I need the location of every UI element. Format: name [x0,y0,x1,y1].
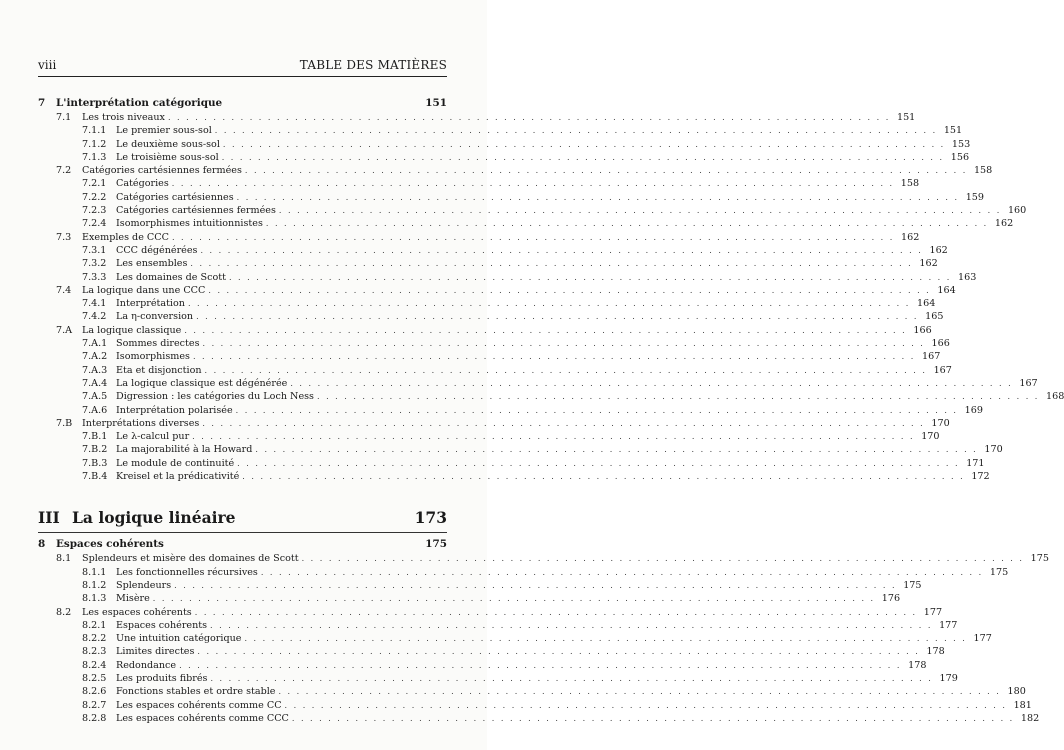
header-rule [38,76,447,77]
toc-leader-dots: . . . . . . . . . . . . . . . . . . . . . . . . . . . . . . . . . . . . . . . . . . . . . . . . . . . . . . . . . . . . . . . . . . . . . . . . . . . . . . . . [184,325,907,335]
toc-leader-dots: . . . . . . . . . . . . . . . . . . . . . . . . . . . . . . . . . . . . . . . . . . . . . . . . . . . . . . . . . . . . . . . . . . . . . . . . . . . . . . . . [200,245,923,255]
toc-entry-page: 166 [931,338,950,350]
toc-entry-line [116,592,901,605]
toc-entry-title: Limites directes [116,646,195,658]
toc-entry-title: Catégories cartésiennes [116,191,234,203]
toc-entry-title: Le λ-calcul pur [116,431,190,443]
table-of-contents [38,96,1064,725]
toc-entry-title: Le troisième sous-sol [116,151,219,163]
toc-entry-title: Misère [116,593,150,605]
toc-entry-title: Les espaces cohérents comme CCC [116,712,289,724]
toc-leader-dots: . . . . . . . . . . . . . . . . . . . . . . . . . . . . . . . . . . . . . . . . . . . . . . . . . . . . . . . . . . . . . . . . . . . . . . . . . . . . . . . . [265,219,989,229]
toc-entry-page: 159 [965,191,984,203]
toc-leader-dots: . . . . . . . . . . . . . . . . . . . . . . . . . . . . . . . . . . . . . . . . . . . . . . . . . . . . . . . . . . . . . . . . . . . . . . . . . . . . . . . . [190,259,913,269]
toc-entry-title: Exemples de CCC [82,231,169,243]
toc-entry-page: 166 [913,324,932,336]
toc-entry-page: 171 [966,457,985,469]
toc-entry-line [56,96,447,111]
toc-entry-line [116,177,920,190]
toc-entry-sub[interactable] [38,244,948,257]
toc-entry-number: 8.2.8 [82,712,107,724]
toc-entry-line [116,257,938,270]
toc-entry-title: Espaces cohérents [56,538,164,551]
toc-entry-title: Les domaines de Scott [116,271,226,283]
toc-entry-title: Les espaces cohérents [82,606,192,618]
toc-entry-page: 165 [925,311,944,323]
toc-leader-dots: . . . . . . . . . . . . . . . . . . . . . . . . . . . . . . . . . . . . . . . . . . . . . . . . . . . . . . . . . . . . . . . . . . . . . . . . . . . . . . . . [301,554,1024,564]
toc-leader-dots: . . . . . . . . . . . . . . . . . . . . . . . . . . . . . . . . . . . . . . . . . . . . . . . . . . . . . . . . . . . . . . . . . . . . . . . . . . . . . . . . [290,378,1013,388]
toc-entry-page: 170 [984,444,1003,456]
toc-leader-dots: . . . . . . . . . . . . . . . . . . . . . . . . . . . . . . . . . . . . . . . . . . . . . . . . . . . . . . . . . . . . . . . . . . . . . . . . . . . . . . . . [204,365,927,375]
toc-entry-sub[interactable] [38,579,922,592]
toc-leader-dots: . . . . . . . . . . . . . . . . . . . . . . . . . . . . . . . . . . . . . . . . . . . . . . . . . . . . . . . . . . . . . . . . . . . . . . . . . . . . . . . . [242,472,965,482]
toc-entry-number: 7.B.1 [82,431,108,443]
toc-entry-number: 8.2.4 [82,659,107,671]
toc-entry-number: 7.A.1 [82,338,108,350]
toc-entry-number: 7.3.1 [82,244,107,256]
toc-entry-page: 151 [896,112,916,123]
toc-entry-title: Fonctions stables et ordre stable [116,686,276,698]
toc-entry-number: 8.2 [56,606,72,618]
toc-entry-line [116,151,970,164]
toc-entry-line [82,606,943,619]
toc-entry-page: 162 [919,258,938,270]
toc-entry-number: 7.A [56,324,73,336]
toc-entry-line [116,672,958,685]
toc-entry-title: Catégories cartésiennes fermées [82,165,242,177]
toc-entry-chap[interactable] [38,96,447,111]
toc-entry-sub[interactable] [38,257,938,270]
toc-leader-dots: . . . . . . . . . . . . . . . . . . . . . . . . . . . . . . . . . . . . . . . . . . . . . . . . . . . . . . . . . . . . . . . . . . . . . . . . . . . . . . . . [192,352,916,362]
page-number: viii [38,58,57,72]
toc-entry-line [116,645,945,658]
toc-entry-sub[interactable] [38,659,927,672]
toc-entry-title: La logique dans une CCC [82,284,206,296]
toc-entry-title: Les espaces cohérents comme CC [116,699,282,711]
toc-leader-dots: . . . . . . . . . . . . . . . . . . . . . . . . . . . . . . . . . . . . . . . . . . . . . . . . . . . . . . . . . . . . . . . . . . . . . . . . . . . . . . . . [316,392,1040,402]
toc-leader-dots: . . . . . . . . . . . . . . . . . . . . . . . . . . . . . . . . . . . . . . . . . . . . . . . . . . . . . . . . . . . . . . . . . . . . . . . . . . . . . . . . [237,458,960,468]
running-head [38,58,447,76]
toc-entry-number: 8 [38,538,46,551]
toc-leader-dots: . . . . . . . . . . . . . . . . . . . . . . . . . . . . . . . . . . . . . . . . . . . . . . . . . . . . . . . . . . . . . . . . . . . . . . . . . . . . . . . . [171,179,895,189]
toc-entry-title: Les fonctionnelles récursives [116,566,258,578]
toc-entry-sub[interactable] [38,377,1038,390]
toc-entry-number: 8.1 [56,553,72,565]
toc-entry-page: 181 [1013,699,1032,711]
toc-entry-title: L'interprétation catégorique [56,97,223,109]
toc-entry-sub[interactable] [38,124,963,137]
toc-entry-sec[interactable] [38,284,956,297]
toc-entry-title: La logique classique [82,324,182,336]
toc-entry-sec[interactable] [38,552,1049,565]
toc-entry-line [116,191,984,204]
toc-entry-line [116,337,950,350]
toc-entry-line [116,659,927,672]
toc-entry-number: 8.1.2 [82,579,107,591]
toc-leader-dots: . . . . . . . . . . . . . . . . . . . . . . . . . . . . . . . . . . . . . . . . . . . . . . . . . . . . . . . . . . . . . . . . . . . . . . . . . . . . . . . . [214,126,938,136]
toc-leader-dots: . . . . . . . . . . . . . . . . . . . . . . . . . . . . . . . . . . . . . . . . . . . . . . . . . . . . . . . . . . . . . . . . . . . . . . . . . . . . . . . . [260,567,984,577]
toc-entry-number: 7.2.1 [82,178,107,190]
toc-leader-dots: . . . . . . . . . . . . . . . . . . . . . . . . . . . . . . . . . . . . . . . . . . . . . . . . . . . . . . . . . . . . . . . . . . . . . . . . . . . . . . . . [284,700,1007,710]
toc-entry-number: 7.3.3 [82,271,107,283]
toc-entry-number: 8.2.2 [82,633,107,645]
toc-leader-dots: . . . . . . . . . . . . . . . . . . . . . . . . . . . . . . . . . . . . . . . . . . . . . . . . . . . . . . . . . . . . . . . . . . . . . . . . . . . . . . . . [202,339,925,349]
toc-leader-dots: . . . . . . . . . . . . . . . . . . . . . . . . . . . . . . . . . . . . . . . . . . . . . . . . . . . . . . . . . . . . . . . . . . . . . . . . . . . . . . . . [255,445,978,455]
toc-entry-title: Kreisel et la prédicativité [116,471,240,483]
toc-entry-title: La majorabilité à la Howard [116,444,253,456]
toc-entry-line [116,443,1003,456]
toc-entry-sub[interactable] [38,430,940,443]
toc-entry-line [116,632,992,645]
toc-entry-sec[interactable] [38,606,943,619]
toc-leader-dots: . . . . . . . . . . . . . . . . . . . . . . . . . . . . . . . . . . . . . . . . . . . . . . . . . . . . . . . . . . . . . . . . . . . . . . . . . . . . . . . . [202,418,925,428]
toc-entry-page: 167 [1019,377,1038,389]
part-heading[interactable] [38,505,447,531]
toc-entry-sub[interactable] [38,191,984,204]
toc-entry-line [82,111,916,124]
toc-entry-page: 164 [937,284,956,296]
toc-entry-sub[interactable] [38,310,944,323]
toc-entry-line [82,164,993,177]
toc-entry-title: Isomorphismes intuitionnistes [116,218,263,230]
toc-entry-page: 177 [939,619,958,631]
toc-leader-dots: . . . . . . . . . . . . . . . . . . . . . . . . . . . . . . . . . . . . . . . . . . . . . . . . . . . . . . . . . . . . . . . . . . . . . . . . . . . . . . . . [244,166,968,176]
toc-entry-line [116,377,1038,390]
toc-leader-dots: . . . . . . . . . . . . . . . . . . . . . . . . . . . . . . . . . . . . . . . . . . . . . . . . . . . . . . . . . . . . . . . . . . . . . . . . . . . . . . . . [187,299,911,309]
toc-block-chapter-7 [38,96,1064,483]
toc-entry-line [116,566,1009,579]
toc-entry-title: Splendeurs [116,579,172,591]
toc-entry-number: 7.2.4 [82,218,107,230]
toc-entry-line [56,537,447,552]
toc-leader-dots: . . . . . . . . . . . . . . . . . . . . . . . . . . . . . . . . . . . . . . . . . . . . . . . . . . . . . . . . . . . . . . . . . . . . . . . . . . . . . . . . [179,660,902,670]
toc-leader-dots: . . . . . . . . . . . . . . . . . . . . . . . . . . . . . . . . . . . . . . . . . . . . . . . . . . . . . . . . . . . . . . . . . . . . . . . . . . . . . . . . [192,432,915,442]
toc-entry-title: Les trois niveaux [82,112,165,123]
toc-entry-page: 169 [964,404,983,416]
toc-entry-page: 167 [933,364,952,376]
toc-entry-page: 160 [1007,205,1027,217]
toc-entry-number: 8.2.3 [82,646,107,658]
toc-entry-sec[interactable] [38,324,932,337]
toc-leader-dots: . . . . . . . . . . . . . . . . . . . . . . . . . . . . . . . . . . . . . . . . . . . . . . . . . . . . . . . . . . . . . . . . . . . . . . . . . . . . . . . . [197,647,920,657]
toc-entry-page: 170 [931,417,950,429]
toc-entry-line [116,124,963,137]
toc-entry-page: 153 [951,138,971,150]
toc-entry-line [116,712,1040,725]
toc-entry-page: 175 [903,579,922,591]
toc-entry-line [116,390,1064,403]
toc-entry-page: 179 [939,672,958,684]
toc-entry-page: 164 [916,298,936,310]
toc-entry-title: Interprétation [116,298,185,310]
toc-entry-title: Digression : les catégories du Loch Ness [116,391,314,403]
spacer [38,483,447,505]
toc-entry-line [116,699,1032,712]
toc-entry-number: 7.4.2 [82,311,107,323]
toc-entry-sub[interactable] [38,364,952,377]
toc-entry-title: Interprétations diverses [82,417,200,429]
toc-entry-line [116,204,1027,217]
toc-entry-sec[interactable] [38,231,920,244]
toc-leader-dots: . . . . . . . . . . . . . . . . . . . . . . . . . . . . . . . . . . . . . . . . . . . . . . . . . . . . . . . . . . . . . . . . . . . . . . . . . . . . . . . . [278,206,1002,216]
toc-entry-line [116,470,990,483]
toc-entry-line [116,297,936,310]
toc-entry-page: 182 [1020,712,1040,724]
toc-entry-sub[interactable] [38,271,977,284]
toc-entry-line [116,244,948,257]
toc-entry-line [116,457,985,470]
toc-entry-sub[interactable] [38,457,985,470]
toc-entry-title: Le premier sous-sol [116,125,212,137]
toc-entry-line [82,284,956,297]
toc-entry-number: 7.A.4 [82,377,108,389]
toc-entry-sub[interactable] [38,443,1003,456]
toc-entry-chap[interactable] [38,537,447,552]
toc-entry-sub[interactable] [38,632,992,645]
toc-entry-number: 7.1.2 [82,138,107,150]
toc-entry-title: Espaces cohérents [116,619,208,631]
toc-entry-page: 167 [922,351,941,363]
toc-entry-title: Une intuition catégorique [116,633,242,645]
toc-entry-number: 7.4 [56,284,72,296]
toc-leader-dots: . . . . . . . . . . . . . . . . . . . . . . . . . . . . . . . . . . . . . . . . . . . . . . . . . . . . . . . . . . . . . . . . . . . . . . . . . . . . . . . . [228,272,952,282]
toc-entry-title: CCC dégénérées [116,244,198,256]
toc-entry-sub[interactable] [38,390,1064,403]
toc-entry-sub[interactable] [38,592,901,605]
toc-entry-page: 175 [1030,553,1049,565]
toc-entry-number: 7.4.1 [82,298,107,310]
toc-entry-page: 151 [943,125,963,137]
toc-entry-number: 7 [38,97,46,109]
toc-entry-sub[interactable] [38,470,990,483]
toc-entry-number: 7.3 [56,231,72,243]
toc-leader-dots: . . . . . . . . . . . . . . . . . . . . . . . . . . . . . . . . . . . . . . . . . . . . . . . . . . . . . . . . . . . . . . . . . . . . . . . . . . . . . . . . [152,594,876,604]
toc-entry-title: Sommes directes [116,338,200,350]
toc-entry-number: 7.A.3 [82,364,108,376]
toc-entry-sec[interactable] [38,111,916,124]
toc-entry-page: 178 [908,659,927,671]
part-title: La logique linéaire [72,508,236,528]
toc-entry-line [116,271,977,284]
toc-leader-dots: . . . . . . . . . . . . . . . . . . . . . . . . . . . . . . . . . . . . . . . . . . . . . . . . . . . . . . . . . . . . . . . . . . . . . . . . . . . . . . . . [278,687,1001,697]
toc-entry-line [116,138,971,151]
toc-entry-page: 163 [958,271,977,283]
toc-entry-title: Le module de continuité [116,457,235,469]
toc-entry-page: 177 [923,606,943,618]
toc-entry-number: 7.1 [56,112,72,123]
toc-entry-line [116,430,940,443]
toc-entry-sub[interactable] [38,151,970,164]
toc-entry-page: 162 [929,244,948,256]
toc-leader-dots: . . . . . . . . . . . . . . . . . . . . . . . . . . . . . . . . . . . . . . . . . . . . . . . . . . . . . . . . . . . . . . . . . . . . . . . . . . . . . . . . [236,192,959,202]
toc-entry-sub[interactable] [38,297,936,310]
part-number: III [38,508,60,528]
toc-entry-page: 178 [926,646,945,658]
toc-entry-line [82,417,950,430]
toc-entry-number: 8.2.5 [82,672,107,684]
toc-entry-page: 180 [1007,686,1026,698]
toc-entry-sub[interactable] [38,566,1009,579]
toc-leader-dots: . . . . . . . . . . . . . . . . . . . . . . . . . . . . . . . . . . . . . . . . . . . . . . . . . . . . . . . . . . . . . . . . . . . . . . . . . . . . . . . . [194,607,918,617]
toc-entry-line [116,685,1026,698]
toc-entry-number: 7.A.5 [82,391,108,403]
toc-entry-number: 7.B.2 [82,444,108,456]
toc-leader-dots: . . . . . . . . . . . . . . . . . . . . . . . . . . . . . . . . . . . . . . . . . . . . . . . . . . . . . . . . . . . . . . . . . . . . . . . . . . . . . . . . [222,139,946,149]
toc-entry-number: 7.1.3 [82,151,107,163]
toc-leader-dots: . . . . . . . . . . . . . . . . . . . . . . . . . . . . . . . . . . . . . . . . . . . . . . . . . . . . . . . . . . . . . . . . . . . . . . . . . . . . . . . . [167,113,891,122]
toc-entry-page: 156 [950,151,970,163]
running-title: TABLE DES MATIÈRES [299,58,447,72]
toc-entry-page: 151 [425,97,447,109]
toc-entry-number: 7.B.3 [82,457,108,469]
toc-entry-number: 7.A.2 [82,351,108,363]
toc-leader-dots: . . . . . . . . . . . . . . . . . . . . . . . . . . . . . . . . . . . . . . . . . . . . . . . . . . . . . . . . . . . . . . . . . . . . . . . . . . . . . . . . [171,232,895,242]
toc-entry-sub[interactable] [38,177,920,190]
toc-entry-number: 8.2.7 [82,699,107,711]
toc-entry-sub[interactable] [38,204,1027,217]
toc-entry-sub[interactable] [38,138,971,151]
toc-entry-page: 162 [994,218,1014,230]
toc-leader-dots: . . . . . . . . . . . . . . . . . . . . . . . . . . . . . . . . . . . . . . . . . . . . . . . . . . . . . . . . . . . . . . . . . . . . . . . . . . . . . . . . [210,673,933,683]
toc-entry-title: Isomorphismes [116,351,190,363]
toc-entry-line [116,364,952,377]
toc-entry-number: 8.1.1 [82,566,107,578]
toc-entry-number: 7.B.4 [82,471,108,483]
toc-entry-sub[interactable] [38,619,958,632]
toc-entry-line [82,324,932,337]
toc-entry-number: 7.3.2 [82,258,107,270]
toc-entry-title: Catégories cartésiennes fermées [116,205,276,217]
toc-entry-number: 7.1.1 [82,125,107,137]
toc-entry-line [116,579,922,592]
toc-entry-page: 176 [881,593,901,605]
toc-entry-page: 175 [989,566,1009,578]
toc-entry-title: Splendeurs et misère des domaines de Scott [82,553,299,565]
toc-entry-sub[interactable] [38,672,958,685]
toc-entry-line [116,619,958,632]
toc-entry-number: 7.A.6 [82,404,108,416]
toc-entry-title: Redondance [116,659,177,671]
toc-leader-dots: . . . . . . . . . . . . . . . . . . . . . . . . . . . . . . . . . . . . . . . . . . . . . . . . . . . . . . . . . . . . . . . . . . . . . . . . . . . . . . . . [208,285,931,295]
toc-entry-sec[interactable] [38,417,950,430]
toc-entry-sub[interactable] [38,699,1032,712]
toc-entry-line [116,350,941,363]
toc-entry-line [82,552,1049,565]
toc-entry-number: 7.2 [56,165,72,177]
toc-entry-title: Catégories [116,178,169,190]
toc-entry-sec[interactable] [38,164,993,177]
toc-entry-page: 162 [900,231,920,243]
toc-leader-dots: . . . . . . . . . . . . . . . . . . . . . . . . . . . . . . . . . . . . . . . . . . . . . . . . . . . . . . . . . . . . . . . . . . . . . . . . . . . . . . . . [291,713,1015,723]
toc-entry-title: Interprétation polarisée [116,404,233,416]
toc-leader-dots: . . . . . . . . . . . . . . . . . . . . . . . . . . . . . . . . . . . . . . . . . . . . . . . . . . . . . . . . . . . . . . . . . . . . . . . . . . . . . . . . [221,152,945,162]
toc-entry-page: 177 [973,633,992,645]
toc-entry-sub[interactable] [38,685,1026,698]
toc-entry-title: Eta et disjonction [116,364,202,376]
toc-entry-number: 8.2.1 [82,619,107,631]
toc-entry-title: Les produits fibrés [116,672,208,684]
toc-entry-title: Les ensembles [116,258,188,270]
toc-leader-dots: . . . . . . . . . . . . . . . . . . . . . . . . . . . . . . . . . . . . . . . . . . . . . . . . . . . . . . . . . . . . . . . . . . . . . . . . . . . . . . . . [174,580,897,590]
toc-entry-page: 168 [1046,391,1064,403]
toc-entry-title: Le deuxième sous-sol [116,138,220,150]
part-page: 173 [414,508,447,528]
toc-entry-number: 7.B [56,417,73,429]
toc-entry-sub[interactable] [38,712,1040,725]
toc-entry-sub[interactable] [38,350,941,363]
toc-entry-line [82,231,920,244]
toc-entry-line [116,404,983,417]
toc-entry-sub[interactable] [38,404,983,417]
toc-entry-sub[interactable] [38,337,950,350]
toc-entry-number: 7.2.2 [82,191,107,203]
toc-leader-dots: . . . . . . . . . . . . . . . . . . . . . . . . . . . . . . . . . . . . . . . . . . . . . . . . . . . . . . . . . . . . . . . . . . . . . . . . . . . . . . . . [235,405,958,415]
toc-entry-line [116,217,1014,230]
toc-entry-title: La logique classique est dégénérée [116,377,288,389]
toc-entry-sub[interactable] [38,645,945,658]
toc-entry-line [116,310,944,323]
toc-entry-title: La η-conversion [116,311,194,323]
toc-entry-page: 170 [921,431,940,443]
toc-leader-dots: . . . . . . . . . . . . . . . . . . . . . . . . . . . . . . . . . . . . . . . . . . . . . . . . . . . . . . . . . . . . . . . . . . . . . . . . . . . . . . . . [210,620,933,630]
toc-entry-page: 158 [900,178,920,190]
toc-block-chapter-8 [38,537,1049,725]
toc-entry-page: 158 [973,165,993,177]
toc-entry-page: 175 [425,538,447,551]
toc-entry-number: 8.1.3 [82,593,107,605]
toc-entry-page: 172 [971,471,990,483]
toc-leader-dots: . . . . . . . . . . . . . . . . . . . . . . . . . . . . . . . . . . . . . . . . . . . . . . . . . . . . . . . . . . . . . . . . . . . . . . . . . . . . . . . . [196,312,919,322]
toc-leader-dots: . . . . . . . . . . . . . . . . . . . . . . . . . . . . . . . . . . . . . . . . . . . . . . . . . . . . . . . . . . . . . . . . . . . . . . . . . . . . . . . . [244,634,967,644]
toc-entry-sub[interactable] [38,217,1014,230]
toc-entry-number: 8.2.6 [82,686,107,698]
toc-entry-number: 7.2.3 [82,205,107,217]
